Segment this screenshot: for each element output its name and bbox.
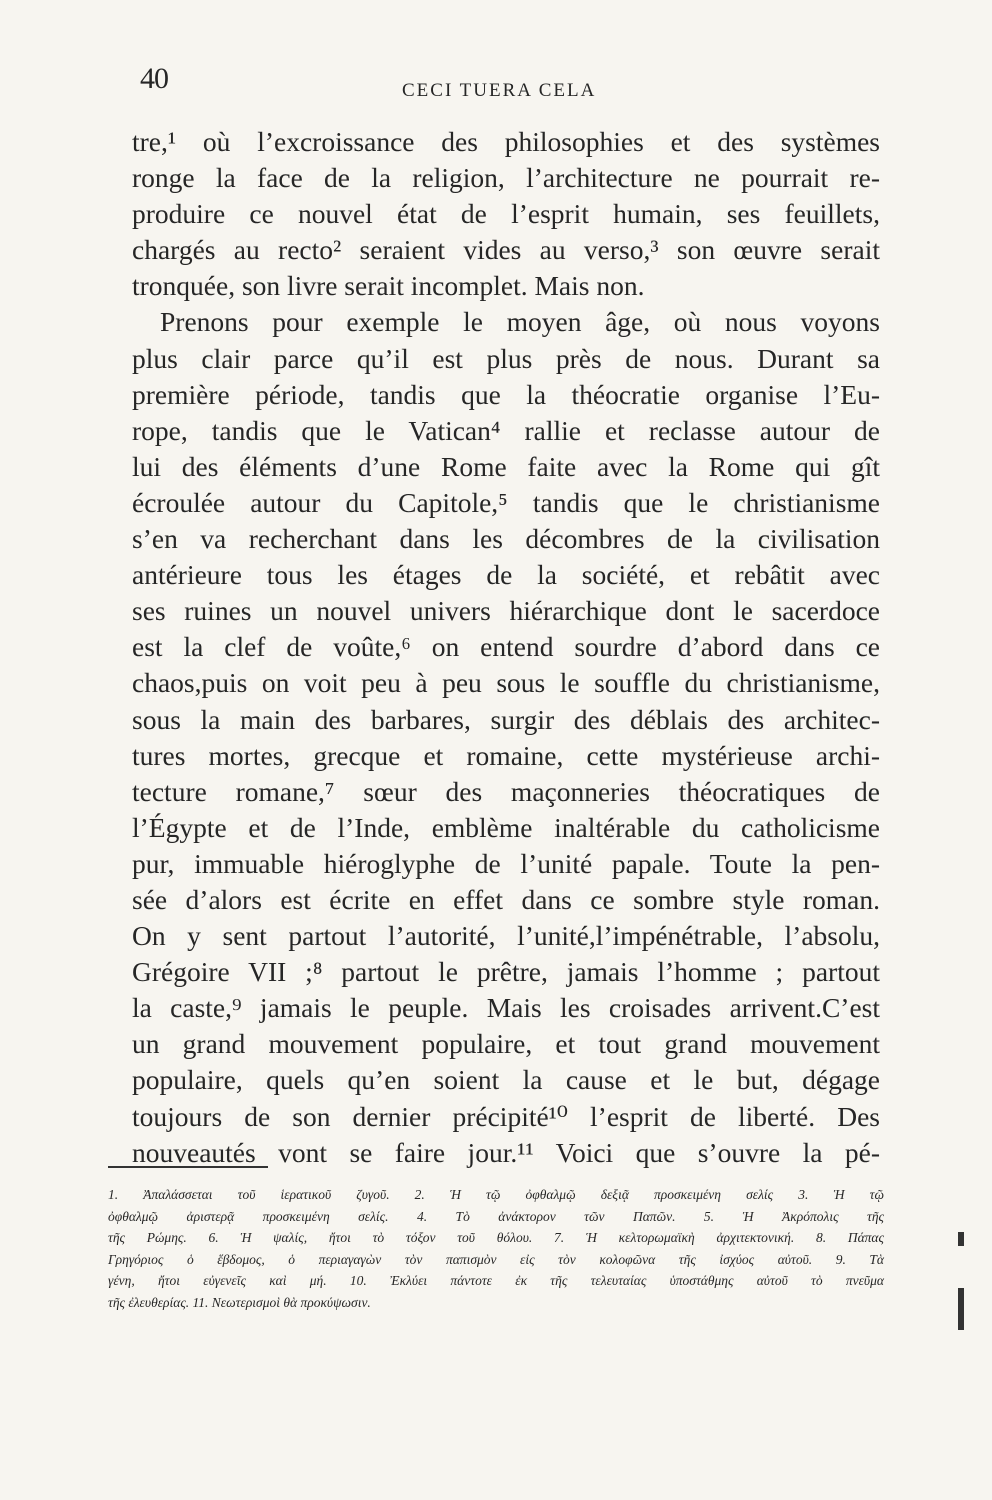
text-line: première période, tandis que la théocratie organise l’Eu- <box>132 378 880 410</box>
footnote-line: τῆς Ρώμης. 6. Ἡ ψαλίς, ἤτοι τὸ τόξον τοῦ θόλου. 7. Ἡ κελτορωμαϊκὴ ἀρχιτεκτονική. 8. Πάπας <box>108 1230 884 1245</box>
text-line: nouveautés vont se faire jour.¹¹ Voici que s’ouvre la pé- <box>132 1136 880 1168</box>
text-line: tronquée, son livre serait incomplet. Mais non. <box>132 270 645 302</box>
text-line: s’en va recherchant dans les décombres de la civilisation <box>132 523 880 555</box>
text-line: ronge la face de la religion, l’architecture ne pourrait re- <box>132 162 880 194</box>
text-line: plus clair parce qu’il est plus près de nous. Durant sa <box>132 342 880 374</box>
text-line: tures mortes, grecque et romaine, cette mystérieuse archi- <box>132 739 880 771</box>
text-line: lui des éléments d’une Rome faite avec la Rome qui gît <box>132 450 880 482</box>
text-line: chargés au recto² seraient vides au verso,³ son œuvre serait <box>132 234 880 266</box>
text-line: produire ce nouvel état de l’esprit humain, ses feuillets, <box>132 198 880 230</box>
footnote-line: γένη, ἤτοι εὐγενεῖς καὶ μή. 10. Ἐκλύει πάντοτε ἐκ τῆς τελευταίας ὑποστάθμης αὐτοῦ τὸ πνεῦμα <box>108 1273 884 1288</box>
text-line: tre,¹ où l’excroissance des philosophies et des systèmes <box>132 126 880 157</box>
footnote-line: ὀφθαλμῷ ἀριστερᾷ προσκειμένη σελίς. 4. Τὸ ἀνάκτορον τῶν Παπῶν. 5. Ἡ Ἀκρόπολις τῆς <box>108 1208 884 1224</box>
text-line: On y sent partout l’autorité, l’unité,l’impénétrable, l’absolu, <box>132 920 880 952</box>
page-number: 40 <box>140 62 168 95</box>
text-line: pur, immuable hiéroglyphe de l’unité papale. Toute la pen- <box>132 847 880 879</box>
text-line: sée d’alors est écrite en effet dans ce sombre style roman. <box>132 883 880 915</box>
text-line: ses ruines un nouvel univers hiérarchique dont le sacerdoce <box>132 595 880 627</box>
text-line: antérieure tous les étages de la société, et rebâtit avec <box>132 559 880 591</box>
text-line: Grégoire VII ;⁸ partout le prêtre, jamais l’homme ; partout <box>132 956 880 988</box>
body-text <box>132 124 880 1171</box>
text-line: toujours de son dernier précipité¹⁰ l’esprit de liberté. Des <box>132 1100 880 1132</box>
text-line: un grand mouvement populaire, et tout grand mouvement <box>132 1028 880 1060</box>
text-line: populaire, quels qu’en soient la cause et le but, dégage <box>132 1064 880 1096</box>
footnote-rule <box>108 1166 268 1168</box>
text-line: rope, tandis que le Vatican⁴ rallie et reclasse autour de <box>132 414 880 446</box>
page-header <box>140 62 880 102</box>
text-line: est la clef de voûte,⁶ on entend sourdre d’abord dans ce <box>132 631 880 663</box>
text-line: tecture romane,⁷ sœur des maçonneries théocratiques de <box>132 775 880 807</box>
footnote-line: 1. Ἀπαλάσσεται τοῦ ἱερατικοῦ ζυγοῦ. 2. Ἡ τῷ ὀφθαλμῷ δεξιᾷ προσκειμένη σελίς 3. Ἡ τῷ <box>108 1187 884 1202</box>
text-line: l’Égypte et de l’Inde, emblème inaltérable du catholicisme <box>132 811 880 843</box>
margin-mark <box>958 1232 964 1246</box>
footnote-line: Γρηγόριος ὁ ἕβδομος, ὁ περιαγαγὼν τὸν παπισμὸν εἰς τὸν κολοφῶνα τῆς ἰσχύος αὐτοῦ. 9. Τὰ <box>108 1251 884 1267</box>
margin-mark <box>958 1288 964 1330</box>
text-line: chaos,puis on voit peu à peu sous le souffle du christianisme, <box>132 667 880 699</box>
text-line: écroulée autour du Capitole,⁵ tandis que le christianisme <box>132 486 880 518</box>
footnotes <box>108 1184 884 1313</box>
text-line: Prenons pour exemple le moyen âge, où nous voyons <box>160 306 880 338</box>
text-line: sous la main des barbares, surgir des déblais des architec- <box>132 703 880 735</box>
footnote-line: τῆς ἐλευθερίας. 11. Νεωτερισμοὶ θὰ προκύψωσιν. <box>108 1294 371 1310</box>
running-title: CECI TUERA CELA <box>402 80 597 101</box>
text-line: la caste,⁹ jamais le peuple. Mais les croisades arrivent.C’est <box>132 992 880 1024</box>
